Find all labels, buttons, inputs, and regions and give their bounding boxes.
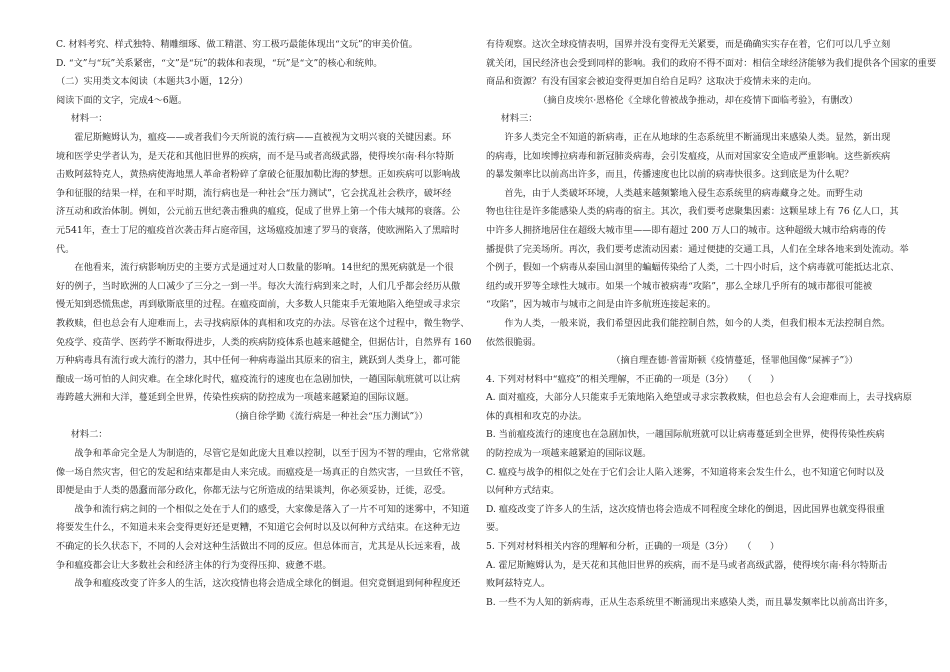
text-line: 许多人类完全不知道的新病毒，正在从地球的生态系统里不断涌现出来感染人类。显然，新出现 bbox=[504, 131, 891, 143]
material-3-label: 材料三： bbox=[500, 113, 538, 125]
material-3-source: （摘自理查德·普雷斯顿《疫情蔓延，怪罪他国像“屎裤子”》） bbox=[611, 355, 858, 367]
option-c: C. 材料考究、样式独特、精雕细琢、做工精湛、穷工极巧最能体现出“文玩”的审美价值。 bbox=[56, 39, 418, 50]
text-line: 的病毒，比如埃博拉病毒和新冠肺炎病毒，会引发瘟疫，从而对国家安全造成严重影响。这些新疾病 bbox=[486, 150, 891, 162]
section-title: （二）实用类文本阅读（本题共3小题，12分） bbox=[56, 76, 249, 88]
text-line: 纽约或开罗等全球性大城市。如果一个城市被病毒“攻陷”，那么全球几乎所有的城市都很可能被 bbox=[486, 280, 873, 292]
text-line: 首先，由于人类破坏环境，人类越来越频繁地入侵生态系统里的病毒藏身之处。而野生动 bbox=[504, 187, 863, 199]
question-5-option-b: B. 一些不为人知的新病毒，正从生态系统里不断涌现出来感染人类，而且暴发频率比以前高出许多， bbox=[486, 596, 894, 608]
question-5-option-a bbox=[486, 557, 888, 594]
text-line: 击败阿兹特克人，黄热病使海地黑人革命者粉碎了拿破仑征服加勒比海的梦想。正如疾病可以影响战 bbox=[56, 169, 461, 181]
text-line: 慢无知到恐慌焦虑，再到歇斯底里的过程。在瘟疫面前，大多数人只能束手无策地陷入绝望或寻求宗 bbox=[56, 299, 461, 311]
material-2-paragraph-3 bbox=[56, 575, 461, 594]
right-column bbox=[486, 36, 937, 612]
text-line: 的防控成为一项越来越紧迫的国际议题。 bbox=[486, 448, 652, 460]
text-line: 济互动和政治体制。例如，公元前五世纪袭击雅典的瘟疫，促成了世界上第一个伟大城邦的衰落。公 bbox=[56, 206, 461, 218]
material-2-paragraph-1 bbox=[56, 445, 470, 501]
text-line: 战争和革命完全是人为制造的，尽管它是如此庞大且难以控制，以至于因为不智的理由，它常常就 bbox=[74, 448, 470, 460]
text-line: 代。 bbox=[56, 243, 75, 255]
question-4-option-c bbox=[486, 464, 885, 501]
material-3-paragraph-2 bbox=[486, 185, 909, 315]
text-line: D. 瘟疫改变了许多人的生活，这次疫情也将会造成不同程度全球化的倒退，因此国界也就变得很重 bbox=[486, 503, 885, 515]
text-line: 战争和瘟疫改变了许多人的生活，这次疫情也将会造成全球化的倒退。但究竟倒退到何种程度还 bbox=[74, 578, 461, 590]
text-line: 有待观察。这次全球疫情表明，国界并没有变得无关紧要，而是确确实实存在着，它们可以几乎立刻 bbox=[486, 39, 891, 50]
text-line: 商品和资源？有没有国家会被迫变得更加自给自足吗？这取决于疫情未来的走向。 bbox=[486, 76, 817, 88]
text-line: 教救赎，但也总会有人迎难而上，去寻找病原体的真相和攻克的办法。尽管在这个过程中，微生物学、 bbox=[56, 317, 470, 329]
text-line: A. 霍尼斯鲍姆认为，是天花和其他旧世界的疾病，而不是马或者高级武器，使得埃尔南·科尔特斯击 bbox=[486, 559, 888, 571]
text-line: 将要发生什么，不知道未来会变得更好还是更糟，不知道它会何时以及以何种方式结束。在这种无边 bbox=[56, 522, 461, 534]
material-3-paragraph-3 bbox=[486, 315, 891, 352]
text-line: C. 瘟疫与战争的相似之处在于它们会让人陷入迷雾，不知道将来会发生什么，也不知道它何时以及 bbox=[486, 466, 885, 478]
question-4: 4. 下列对材料中“瘟疫”的相关理解，不正确的一项是（3分） （ ） bbox=[486, 373, 780, 385]
text-line: 元541年，查士丁尼的瘟疫首次袭击拜占庭帝国，这场瘟疫加速了罗马的衰落，使欧洲陷入了黑暗时 bbox=[56, 224, 460, 236]
material-2-source: （摘自皮埃尔·恩格伦《全球化曾被战争推动，却在疫情下面临考验》，有删改） bbox=[538, 94, 858, 106]
text-line: 物也往往是许多能感染人类的病毒的宿主。其次，我们要考虑聚集因素：这颗星球上有 76 亿人口，其 bbox=[486, 206, 899, 218]
text-line: 不确定的长久状态下，不同的人会对这种生活做出不同的反应。但总体而言，尤其是从长远来看，战 bbox=[56, 541, 461, 553]
text-line: 境和医学史学者认为，是天花和其他旧世界的疾病，而不是马或者高级武器，使得埃尔南·科尔特斯 bbox=[56, 150, 454, 162]
text-line: 要。 bbox=[486, 522, 505, 534]
material-1-paragraph-1 bbox=[56, 129, 461, 259]
text-line: 败阿兹特克人。 bbox=[486, 578, 551, 590]
material-1-source: （摘自徐学勤《流行病是一种社会“压力测试”》） bbox=[230, 410, 428, 422]
text-line: 中许多人拥挤地居住在超级大城市里——即有超过 200 万人口的城市。这种超级大城市给病毒的传 bbox=[486, 224, 887, 236]
text-line: 个例子，假如一个病毒从泰国山洞里的蝙蝠传染给了人类，二十四小时后，这个病毒就可能抵达北京、 bbox=[486, 262, 900, 274]
question-4-option-b bbox=[486, 426, 885, 463]
text-line: 战争和流行病之间的一个相似之处在于人们的感受，大家像是落入了一片不可知的迷雾中，不知道 bbox=[74, 503, 470, 515]
left-column bbox=[56, 36, 472, 594]
material-3-paragraph-1 bbox=[486, 129, 891, 185]
text-line: 争和征服的结果一样，在和平时期，流行病也是一种社会“压力测试”，它会扰乱社会秩序，破坏经 bbox=[56, 187, 452, 199]
text-line: 以何种方式结束。 bbox=[486, 485, 560, 497]
text-line: 酿成一场可怕的人间灾难。在全球化时代，瘟疫流行的速度也在急剧加快，一趟国际航班就可以让病 bbox=[56, 373, 461, 385]
material-1-paragraph-2 bbox=[56, 259, 472, 408]
text-line: 在他看来，流行病影响历史的主要方式是通过对人口数量的影响。14世纪的黑死病就是一个很 bbox=[74, 262, 454, 274]
text-line: 万种病毒具有流行或大流行的潜力，其中任何一种病毒溢出其原来的宿主，跳跃到人类身上，都可能 bbox=[56, 355, 461, 367]
text-line: 的暴发频率比以前高出许多，而且，传播速度也比以前的病毒快很多。这到底是为什么呢？ bbox=[486, 169, 854, 181]
text-line: 就关闭，国民经济也会受到同样的影响。我们的政府不得不面对：相信全球经济能够为我们提供各个国家的重要 bbox=[486, 57, 937, 69]
material-2-continued bbox=[486, 36, 937, 92]
material-2-paragraph-2 bbox=[56, 501, 470, 575]
material-2-label: 材料二： bbox=[70, 429, 108, 441]
text-line: 免疫学、疫苗学、医药学不断取得进步，人类的疾病防疫体系也越来越健全，但据估计，自然界有 160 bbox=[56, 336, 472, 348]
text-line: 好的例子，当时欧洲的人口减少了三分之一到一半。每次大流行病到来之时，人们几乎都会经历从傲 bbox=[56, 280, 461, 292]
question-4-option-a bbox=[486, 389, 912, 426]
text-line: B. 当前瘟疫流行的速度也在急剧加快，一趟国际航班就可以让病毒蔓延到全世界，使得传染性疾病 bbox=[486, 429, 885, 441]
option-d: D. “文”与“玩”关系紧密，“文”是“玩”的载体和表现，“玩”是“文”的核心和统帅。 bbox=[56, 57, 383, 69]
text-line: 像一场自然灾害，但它的发起和结束都是由人来完成。而瘟疫是一场真正的自然灾害，一旦致任不管， bbox=[56, 466, 470, 478]
question-5: 5. 下列对材料相关内容的理解和分析，正确的一项是（3分） （ ） bbox=[486, 541, 780, 553]
text-line: 争和瘟疫都会让大多数社会和经济主体的行为变得压抑、疲惫不堪。 bbox=[56, 559, 332, 571]
text-line: 毒跨越大洲和大洋，蔓延到全世界，传染性疾病的防控成为一项越来越紧迫的国际议题。 bbox=[56, 392, 415, 404]
text-line: A. 面对瘟疫，大部分人只能束手无策地陷入绝望或寻求宗教救赎，但也总会有人会迎难而上，去寻找病原 bbox=[486, 392, 912, 404]
material-1-label: 材料一： bbox=[70, 113, 108, 125]
text-line: 体的真相和攻克的办法。 bbox=[486, 410, 588, 422]
text-line: 作为人类，一般来说，我们希望因此我们能控制自然，如今的人类，但我们根本无法控制自然。 bbox=[504, 317, 891, 329]
text-line: 即便是由于人类的愚蠢而部分政化，你都无法与它所造成的结果谈判，你必须妥协，迁徙，忍受。 bbox=[56, 485, 452, 497]
text-line: 播提供了完美场所。再次，我们要考虑流动因素：通过便捷的交通工具，人们在全球各地来到处流动。举 bbox=[486, 243, 909, 255]
instruction: 阅读下面的文字，完成4～6题。 bbox=[56, 94, 188, 106]
text-line: 霍尼斯鲍姆认为，瘟疫——或者我们今天所说的流行病——直被视为文明兴衰的关键因素。环 bbox=[74, 131, 452, 143]
text-line: 依然很脆弱。 bbox=[486, 336, 542, 348]
text-line: “攻陷”，因为城市与城市之间是由许多航班连接起来的。 bbox=[486, 299, 716, 311]
question-4-option-d bbox=[486, 501, 885, 538]
